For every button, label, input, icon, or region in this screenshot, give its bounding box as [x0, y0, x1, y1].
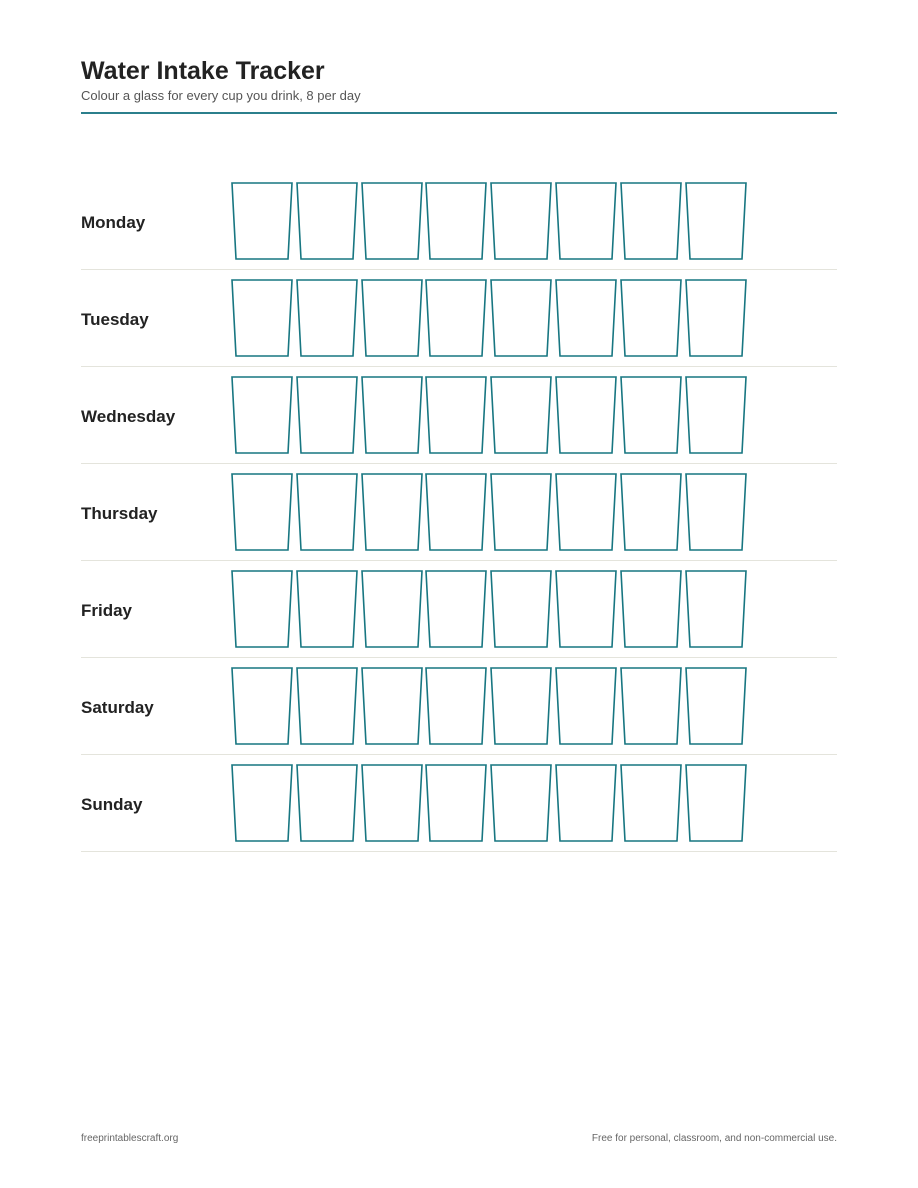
page-subtitle: Colour a glass for every cup you drink, 8 per day	[81, 88, 361, 103]
glass-icon[interactable]	[425, 376, 487, 454]
glass-row	[231, 376, 749, 454]
glass-outline	[686, 668, 746, 744]
glass-icon[interactable]	[231, 764, 293, 842]
glass-outline	[297, 377, 357, 453]
glass-icon[interactable]	[620, 279, 682, 357]
glass-icon[interactable]	[425, 667, 487, 745]
glass-icon[interactable]	[620, 473, 682, 551]
glass-outline	[686, 571, 746, 647]
glass-outline	[621, 571, 681, 647]
glass-icon[interactable]	[620, 182, 682, 260]
glass-outline	[686, 280, 746, 356]
glass-outline	[297, 183, 357, 259]
glass-outline	[491, 474, 551, 550]
glass-icon[interactable]	[490, 473, 552, 551]
glass-outline	[297, 765, 357, 841]
glass-icon[interactable]	[425, 764, 487, 842]
glass-outline	[362, 183, 422, 259]
glass-outline	[232, 765, 292, 841]
glass-outline	[556, 765, 616, 841]
glass-row	[231, 182, 749, 260]
glass-outline	[426, 474, 486, 550]
glass-icon[interactable]	[296, 473, 358, 551]
day-label: Thursday	[81, 504, 158, 523]
glass-outline	[426, 183, 486, 259]
glass-outline	[556, 571, 616, 647]
glass-row	[231, 764, 749, 842]
day-row	[81, 270, 837, 367]
glass-outline	[232, 280, 292, 356]
glass-outline	[297, 668, 357, 744]
glass-icon[interactable]	[296, 182, 358, 260]
glass-outline	[686, 377, 746, 453]
day-label: Sunday	[81, 795, 143, 814]
glass-icon[interactable]	[490, 182, 552, 260]
glass-icon[interactable]	[490, 279, 552, 357]
glass-outline	[232, 474, 292, 550]
glass-row	[231, 570, 749, 648]
glass-icon[interactable]	[231, 279, 293, 357]
glass-icon[interactable]	[685, 570, 747, 648]
glass-outline	[556, 377, 616, 453]
glass-icon[interactable]	[296, 570, 358, 648]
glass-icon[interactable]	[425, 570, 487, 648]
glass-icon[interactable]	[555, 473, 617, 551]
glass-icon[interactable]	[555, 279, 617, 357]
glass-icon[interactable]	[555, 376, 617, 454]
glass-outline	[362, 668, 422, 744]
day-label: Friday	[81, 601, 133, 620]
glass-icon[interactable]	[490, 376, 552, 454]
glass-icon[interactable]	[231, 376, 293, 454]
glass-outline	[362, 377, 422, 453]
glass-outline	[362, 765, 422, 841]
glass-outline	[686, 474, 746, 550]
day-label: Wednesday	[81, 407, 176, 426]
glass-icon[interactable]	[361, 667, 423, 745]
glass-outline	[362, 571, 422, 647]
glass-icon[interactable]	[490, 570, 552, 648]
day-row	[81, 658, 837, 755]
glass-icon[interactable]	[361, 570, 423, 648]
glass-icon[interactable]	[685, 473, 747, 551]
glass-icon[interactable]	[555, 570, 617, 648]
glass-icon[interactable]	[296, 279, 358, 357]
glass-icon[interactable]	[620, 570, 682, 648]
glass-row	[231, 279, 749, 357]
glass-icon[interactable]	[555, 182, 617, 260]
day-row	[81, 755, 837, 852]
glass-icon[interactable]	[361, 764, 423, 842]
glass-icon[interactable]	[296, 376, 358, 454]
glass-icon[interactable]	[685, 279, 747, 357]
glass-outline	[297, 280, 357, 356]
glass-icon[interactable]	[685, 376, 747, 454]
glass-icon[interactable]	[361, 376, 423, 454]
glass-icon[interactable]	[685, 667, 747, 745]
glass-outline	[556, 474, 616, 550]
glass-outline	[426, 668, 486, 744]
glass-outline	[362, 280, 422, 356]
glass-outline	[232, 183, 292, 259]
glass-row	[231, 473, 749, 551]
glass-outline	[556, 668, 616, 744]
glass-outline	[686, 183, 746, 259]
glass-outline	[426, 377, 486, 453]
tracker-grid	[81, 173, 837, 852]
glass-icon[interactable]	[361, 473, 423, 551]
glass-outline	[621, 765, 681, 841]
glass-outline	[491, 571, 551, 647]
glass-icon[interactable]	[425, 279, 487, 357]
glass-icon[interactable]	[296, 667, 358, 745]
glass-icon[interactable]	[620, 764, 682, 842]
glass-icon[interactable]	[620, 667, 682, 745]
page-title: Water Intake Tracker	[81, 57, 325, 85]
glass-icon[interactable]	[620, 376, 682, 454]
day-label: Tuesday	[81, 310, 149, 329]
header-divider	[81, 112, 837, 114]
glass-outline	[491, 765, 551, 841]
glass-outline	[621, 474, 681, 550]
glass-outline	[686, 765, 746, 841]
glass-icon[interactable]	[296, 764, 358, 842]
glass-icon[interactable]	[685, 182, 747, 260]
page-header	[81, 56, 837, 104]
glass-outline	[426, 571, 486, 647]
glass-outline	[491, 280, 551, 356]
glass-row	[231, 667, 749, 745]
glass-icon[interactable]	[490, 764, 552, 842]
day-label: Monday	[81, 213, 146, 232]
glass-outline	[491, 668, 551, 744]
footer-license: Free for personal, classroom, and non-commercial use.	[591, 1133, 837, 1144]
glass-outline	[232, 377, 292, 453]
glass-icon[interactable]	[425, 182, 487, 260]
day-row	[81, 561, 837, 658]
footer-site: freeprintablescraft.org	[81, 1133, 179, 1144]
glass-outline	[556, 183, 616, 259]
glass-outline	[491, 377, 551, 453]
glass-outline	[491, 183, 551, 259]
glass-icon[interactable]	[361, 279, 423, 357]
glass-icon[interactable]	[685, 764, 747, 842]
day-row	[81, 367, 837, 464]
glass-outline	[297, 474, 357, 550]
glass-outline	[621, 668, 681, 744]
glass-outline	[426, 765, 486, 841]
glass-outline	[232, 668, 292, 744]
glass-outline	[362, 474, 422, 550]
glass-outline	[297, 571, 357, 647]
glass-icon[interactable]	[555, 764, 617, 842]
glass-icon[interactable]	[231, 473, 293, 551]
glass-outline	[621, 183, 681, 259]
glass-icon[interactable]	[231, 570, 293, 648]
glass-outline	[426, 280, 486, 356]
glass-outline	[232, 571, 292, 647]
glass-outline	[556, 280, 616, 356]
glass-icon[interactable]	[425, 473, 487, 551]
glass-icon[interactable]	[231, 182, 293, 260]
glass-icon[interactable]	[490, 667, 552, 745]
day-row	[81, 173, 837, 270]
glass-icon[interactable]	[231, 667, 293, 745]
glass-icon[interactable]	[361, 182, 423, 260]
glass-icon[interactable]	[555, 667, 617, 745]
glass-outline	[621, 280, 681, 356]
day-label: Saturday	[81, 698, 154, 717]
day-row	[81, 464, 837, 561]
glass-outline	[621, 377, 681, 453]
